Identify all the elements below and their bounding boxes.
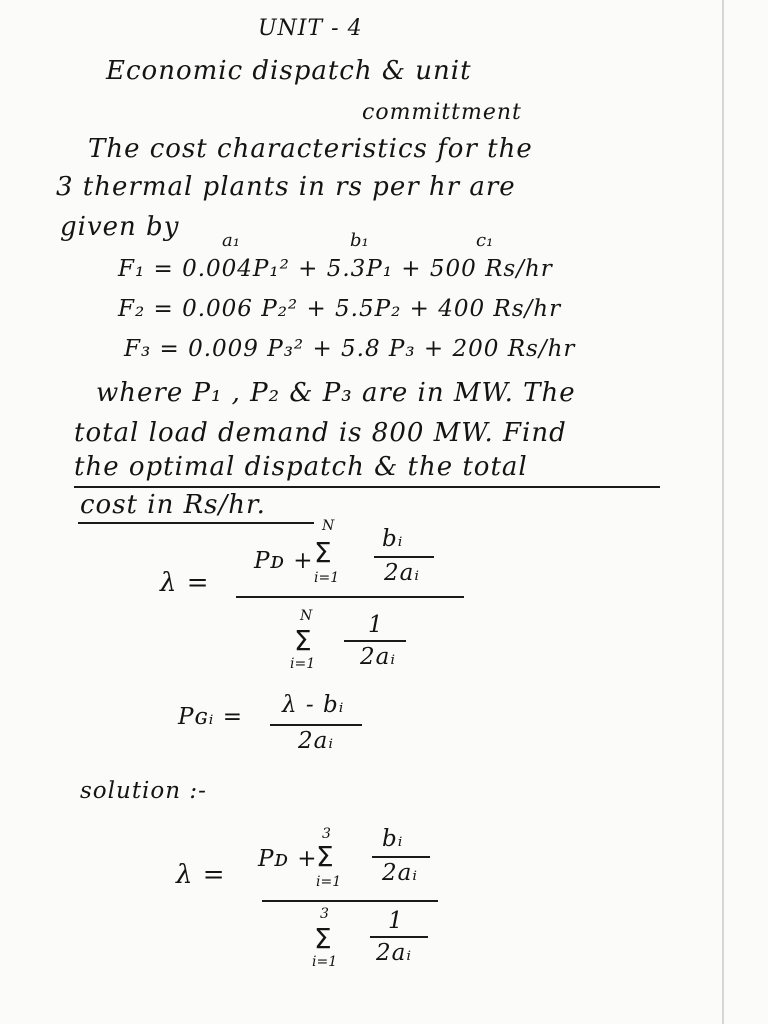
unit-heading: UNIT - 4 <box>258 16 363 41</box>
num-frac-top: bᵢ <box>382 526 404 552</box>
den-sum-upper-limit: N <box>300 608 313 624</box>
page-title: Economic dispatch & unit <box>106 56 472 86</box>
lambda-main-frac-line <box>236 596 464 598</box>
coef-label-c: c₁ <box>476 230 494 251</box>
solution-den-sum-lower-limit: i=1 <box>312 954 338 970</box>
den-sigma-symbol: Σ <box>294 624 312 657</box>
pgi-frac-line <box>270 724 362 726</box>
cost-equation-3: F₃ = 0.009 P₃² + 5.8 P₃ + 200 Rs/hr <box>124 336 576 362</box>
cost-equation-2: F₂ = 0.006 P₂² + 5.5P₂ + 400 Rs/hr <box>118 296 562 322</box>
den-frac-top: 1 <box>368 612 384 638</box>
solution-main-frac-line <box>262 900 438 902</box>
underline-2 <box>78 522 314 524</box>
den-sum-lower-limit: i=1 <box>290 656 316 672</box>
solution-num-frac-bottom: 2aᵢ <box>382 860 418 886</box>
problem-line-6: the optimal dispatch & the total <box>74 452 528 482</box>
solution-den-sigma-symbol: Σ <box>314 922 332 955</box>
pgi-lhs: Pɢᵢ = <box>178 704 244 730</box>
sigma-symbol: Σ <box>314 536 332 569</box>
sum-upper-limit: N <box>322 518 335 534</box>
den-frac-bottom: 2aᵢ <box>360 644 396 670</box>
sum-lower-limit: i=1 <box>314 570 340 586</box>
solution-num-frac-top: bᵢ <box>382 826 404 852</box>
solution-den-frac-line <box>370 936 428 938</box>
num-frac-bottom: 2aᵢ <box>384 560 420 586</box>
solution-lambda-lhs: λ = <box>176 860 226 890</box>
solution-num-frac-line <box>372 856 430 858</box>
num-frac-line <box>374 556 434 558</box>
page-title-continued: committment <box>362 100 522 125</box>
problem-line-1: The cost characteristics for the <box>88 134 533 164</box>
cost-equation-1: F₁ = 0.004P₁² + 5.3P₁ + 500 Rs/hr <box>118 256 553 282</box>
coef-label-a: a₁ <box>222 230 240 251</box>
solution-sum-upper-limit: 3 <box>322 826 331 842</box>
pgi-frac-bottom: 2aᵢ <box>298 728 334 754</box>
solution-label: solution :- <box>80 778 207 804</box>
solution-den-sum-upper-limit: 3 <box>320 906 329 922</box>
problem-line-5: total load demand is 800 MW. Find <box>74 418 567 448</box>
solution-sigma-symbol: Σ <box>316 840 334 873</box>
underline-1 <box>74 486 660 488</box>
problem-line-4: where P₁ , P₂ & P₃ are in MW. The <box>96 378 576 408</box>
page-edge <box>722 0 724 1024</box>
pgi-frac-top: λ - bᵢ <box>282 692 345 718</box>
coef-label-b: b₁ <box>350 230 369 251</box>
solution-den-frac-bottom: 2aᵢ <box>376 940 412 966</box>
solution-sum-lower-limit: i=1 <box>316 874 342 890</box>
problem-line-2: 3 thermal plants in rs per hr are <box>56 172 516 202</box>
problem-line-3: given by <box>60 212 180 242</box>
solution-num-demand: Pᴅ + <box>258 846 318 872</box>
lambda-num-demand: Pᴅ + <box>254 548 314 574</box>
lambda-lhs: λ = <box>160 568 210 598</box>
problem-line-7: cost in Rs/hr. <box>80 490 266 520</box>
den-frac-line <box>344 640 406 642</box>
solution-den-frac-top: 1 <box>388 908 404 934</box>
